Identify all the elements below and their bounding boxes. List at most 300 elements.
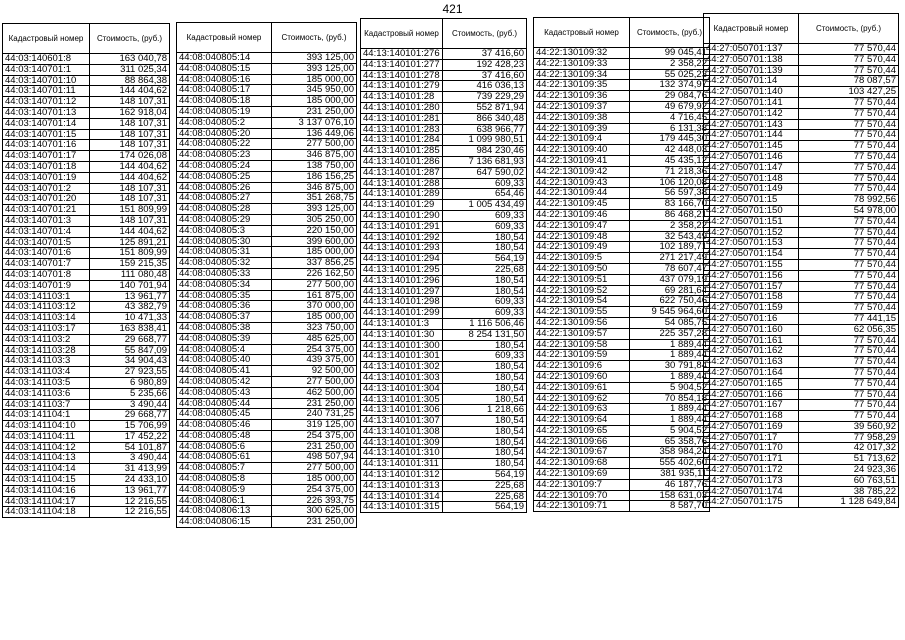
table-row	[177, 517, 357, 528]
table-row	[3, 442, 170, 453]
cadastral-number-cell: 44:03:140701:21	[3, 205, 90, 216]
cost-cell: 77 570,44	[799, 378, 899, 389]
cost-cell: 254 375,00	[272, 484, 357, 495]
cadastral-number-cell: 44:27:050701:167	[704, 400, 799, 411]
cadastral-number-cell: 44:03:140701:11	[3, 86, 90, 97]
cost-cell: 77 570,44	[799, 303, 899, 314]
cost-cell: 185 000,00	[272, 74, 357, 85]
table-row	[3, 140, 170, 151]
header-cost: Стоимость, (руб.)	[443, 19, 527, 49]
cost-cell: 277 500,00	[272, 279, 357, 290]
cadastral-number-cell: 44:27:050701:170	[704, 443, 799, 454]
cost-cell: 358 984,24	[630, 447, 710, 458]
table-row	[361, 437, 527, 448]
table-row	[3, 399, 170, 410]
header-cost: Стоимость, (руб.)	[272, 23, 357, 53]
cadastral-number-cell: 44:03:140701:9	[3, 280, 90, 291]
cost-cell: 15 706,99	[90, 421, 170, 432]
table-row	[177, 160, 357, 171]
cadastre-table-2	[176, 22, 357, 528]
cost-cell: 3 137 076,10	[272, 117, 357, 128]
cadastral-number-cell: 44:08:040805:4	[177, 344, 272, 355]
cadastral-number-cell: 44:03:140701:1	[3, 64, 90, 75]
table-row	[534, 145, 710, 156]
cost-cell: 399 600,00	[272, 236, 357, 247]
table-row	[534, 458, 710, 469]
table-row	[361, 232, 527, 243]
cost-cell: 78 087,57	[799, 76, 899, 87]
table-row	[177, 420, 357, 431]
cost-cell: 180,54	[443, 340, 527, 351]
table-header-row	[361, 19, 527, 49]
cadastral-number-cell: 44:13:140101:278	[361, 70, 443, 81]
cost-cell: 106 120,08	[630, 177, 710, 188]
table-row	[704, 313, 899, 324]
table-row	[361, 426, 527, 437]
cost-cell: 3 490,44	[90, 453, 170, 464]
table-row	[534, 253, 710, 264]
cost-cell: 7 136 681,93	[443, 156, 527, 167]
cadastral-number-cell: 44:13:140101:304	[361, 383, 443, 394]
table-row	[361, 351, 527, 362]
table-row	[361, 189, 527, 200]
cost-cell: 5 904,52	[630, 382, 710, 393]
cadastral-number-cell: 44:08:040805:28	[177, 204, 272, 215]
cost-cell: 103 427,25	[799, 87, 899, 98]
cadastral-number-cell: 44:27:050701:156	[704, 270, 799, 281]
cost-cell: 148 107,31	[90, 215, 170, 226]
table-row	[177, 204, 357, 215]
cost-cell: 77 570,44	[799, 411, 899, 422]
table-row	[534, 436, 710, 447]
table-row	[3, 226, 170, 237]
cost-cell: 62 056,35	[799, 324, 899, 335]
cadastral-number-cell: 44:22:130109:41	[534, 155, 630, 166]
cost-cell: 77 570,44	[799, 281, 899, 292]
cost-cell: 77 570,44	[799, 216, 899, 227]
cost-cell: 78 992,56	[799, 195, 899, 206]
cadastral-number-cell: 44:03:140701:8	[3, 269, 90, 280]
cadastral-number-cell: 44:13:140101:306	[361, 405, 443, 416]
cost-cell: 254 375,00	[272, 344, 357, 355]
cadastral-number-cell: 44:08:040805:45	[177, 409, 272, 420]
table-row	[177, 128, 357, 139]
table-row	[177, 247, 357, 258]
cost-cell: 77 570,44	[799, 65, 899, 76]
cost-cell: 77 570,44	[799, 97, 899, 108]
table-row	[361, 81, 527, 92]
cadastral-number-cell: 44:08:040805:29	[177, 214, 272, 225]
cadastral-number-cell: 44:03:140701:4	[3, 226, 90, 237]
cadastral-number-cell: 44:27:050701:158	[704, 292, 799, 303]
cadastral-number-cell: 44:13:140101:277	[361, 59, 443, 70]
table-row	[704, 454, 899, 465]
cadastral-number-cell: 44:03:140701:5	[3, 237, 90, 248]
cost-cell: 77 570,44	[799, 54, 899, 65]
cadastral-number-cell: 44:08:040805:26	[177, 182, 272, 193]
cadastral-number-cell: 44:13:140101:3	[361, 318, 443, 329]
cost-cell: 564,19	[443, 502, 527, 513]
table-row	[704, 443, 899, 454]
cost-cell: 77 570,44	[799, 162, 899, 173]
table-row	[704, 357, 899, 368]
cadastral-number-cell: 44:08:040805:35	[177, 290, 272, 301]
table-row	[704, 65, 899, 76]
cost-cell: 162 918,04	[90, 107, 170, 118]
cost-cell: 3 490,44	[90, 399, 170, 410]
cadastral-number-cell: 44:27:050701:159	[704, 303, 799, 314]
cadastral-number-cell: 44:13:140101:298	[361, 297, 443, 308]
cadastral-number-cell: 44:27:050701:148	[704, 173, 799, 184]
table-row	[704, 87, 899, 98]
table-row	[704, 173, 899, 184]
table-row	[704, 216, 899, 227]
cadastral-number-cell: 44:13:140101:311	[361, 459, 443, 470]
table-row	[3, 496, 170, 507]
cadastral-number-cell: 44:22:130109:56	[534, 317, 630, 328]
table-row	[177, 74, 357, 85]
cadastral-number-cell: 44:08:040805:2	[177, 117, 272, 128]
cost-cell: 9 545 964,60	[630, 307, 710, 318]
cost-cell: 180,54	[443, 437, 527, 448]
cadastral-number-cell: 44:22:130109:6	[534, 361, 630, 372]
cadastral-number-cell: 44:27:050701:144	[704, 130, 799, 141]
cost-cell: 2 358,22	[630, 220, 710, 231]
table-row	[534, 501, 710, 512]
table-row	[177, 495, 357, 506]
table-row	[3, 377, 170, 388]
cadastral-number-cell: 44:13:140101:312	[361, 470, 443, 481]
cost-cell: 439 375,00	[272, 355, 357, 366]
table-row	[177, 117, 357, 128]
cadastral-number-cell: 44:08:040806:13	[177, 506, 272, 517]
cost-cell: 71 218,36	[630, 166, 710, 177]
cost-cell: 609,33	[443, 297, 527, 308]
table-row	[704, 184, 899, 195]
table-row	[361, 308, 527, 319]
cost-cell: 13 961,77	[90, 291, 170, 302]
cost-cell: 27 923,55	[90, 367, 170, 378]
table-row	[3, 151, 170, 162]
cost-cell: 393 125,00	[272, 63, 357, 74]
cadastral-number-cell: 44:22:130109:5	[534, 253, 630, 264]
cost-cell: 485 625,00	[272, 333, 357, 344]
cost-cell: 29 084,76	[630, 91, 710, 102]
cost-cell: 277 500,00	[272, 463, 357, 474]
cost-cell: 43 382,79	[90, 302, 170, 313]
cadastral-number-cell: 44:13:140101:313	[361, 480, 443, 491]
cost-cell: 148 107,31	[90, 129, 170, 140]
cost-cell: 231 250,00	[272, 398, 357, 409]
cadastre-table-5	[703, 13, 899, 508]
table-row	[361, 178, 527, 189]
cost-cell: 393 125,00	[272, 53, 357, 64]
cost-cell: 416 036,13	[443, 81, 527, 92]
table-row	[704, 497, 899, 508]
table-row	[534, 274, 710, 285]
table-row	[704, 227, 899, 238]
cadastral-number-cell: 44:08:040806:15	[177, 517, 272, 528]
cost-cell: 148 107,31	[90, 140, 170, 151]
cost-cell: 77 570,44	[799, 335, 899, 346]
table-row	[177, 279, 357, 290]
cost-cell: 77 441,15	[799, 313, 899, 324]
table-row	[534, 415, 710, 426]
cadastral-number-cell: 44:27:050701:173	[704, 475, 799, 486]
cadastral-number-cell: 44:27:050701:140	[704, 87, 799, 98]
cadastral-number-cell: 44:03:141104:15	[3, 475, 90, 486]
table-row	[361, 102, 527, 113]
table-row	[177, 463, 357, 474]
cadastral-number-cell: 44:22:130109:42	[534, 166, 630, 177]
cadastral-number-cell: 44:22:130109:46	[534, 209, 630, 220]
cadastral-number-cell: 44:27:050701:161	[704, 335, 799, 346]
cost-cell: 564,19	[443, 470, 527, 481]
table-row	[534, 263, 710, 274]
cost-cell: 77 570,44	[799, 151, 899, 162]
cost-cell: 24 433,10	[90, 475, 170, 486]
cadastral-number-cell: 44:08:040805:34	[177, 279, 272, 290]
cost-cell: 180,54	[443, 394, 527, 405]
table-row	[177, 441, 357, 452]
cadastral-number-cell: 44:22:130109:43	[534, 177, 630, 188]
table-row	[704, 259, 899, 270]
cost-cell: 144 404,62	[90, 86, 170, 97]
cadastral-number-cell: 44:03:141103:7	[3, 399, 90, 410]
table-row	[534, 177, 710, 188]
cost-cell: 78 607,47	[630, 263, 710, 274]
cost-cell: 29 668,77	[90, 410, 170, 421]
cost-cell: 231 250,00	[272, 517, 357, 528]
table-row	[704, 151, 899, 162]
cadastral-number-cell: 44:03:141104:1	[3, 410, 90, 421]
cadastral-number-cell: 44:22:130109:55	[534, 307, 630, 318]
table-row	[704, 465, 899, 476]
cost-cell: 622 750,46	[630, 296, 710, 307]
cost-cell: 254 375,00	[272, 430, 357, 441]
table-row	[704, 486, 899, 497]
cadastral-number-cell: 44:22:130109:38	[534, 112, 630, 123]
table-row	[3, 269, 170, 280]
cost-cell: 161 875,00	[272, 290, 357, 301]
cadastral-number-cell: 44:13:140101:297	[361, 286, 443, 297]
cost-cell: 1 005 434,49	[443, 200, 527, 211]
cost-cell: 180,54	[443, 372, 527, 383]
cost-cell: 151 809,99	[90, 205, 170, 216]
cadastral-number-cell: 44:03:140701:20	[3, 194, 90, 205]
header-cadastral-number: Кадастровый номер	[361, 19, 443, 49]
table-row	[3, 323, 170, 334]
table-row	[704, 76, 899, 87]
table-row	[361, 49, 527, 60]
cost-cell: 163 040,78	[90, 54, 170, 65]
cost-cell: 34 904,43	[90, 356, 170, 367]
table-row	[3, 248, 170, 259]
cost-cell: 739 229,29	[443, 92, 527, 103]
header-cost: Стоимость, (руб.)	[630, 18, 710, 48]
cadastral-number-cell: 44:27:050701:162	[704, 346, 799, 357]
cost-cell: 55 025,23	[630, 69, 710, 80]
table-row	[3, 388, 170, 399]
cost-cell: 148 107,31	[90, 118, 170, 129]
cost-cell: 225 357,28	[630, 328, 710, 339]
table-row	[177, 484, 357, 495]
table-row	[704, 162, 899, 173]
cadastral-number-cell: 44:27:050701:169	[704, 421, 799, 432]
cost-cell: 77 570,44	[799, 400, 899, 411]
cadastral-number-cell: 44:08:040805:39	[177, 333, 272, 344]
table-row	[704, 421, 899, 432]
cost-cell: 4 716,45	[630, 112, 710, 123]
table-row	[361, 243, 527, 254]
cost-cell: 185 000,00	[272, 96, 357, 107]
cost-cell: 77 570,44	[799, 44, 899, 55]
cadastral-number-cell: 44:22:130109:61	[534, 382, 630, 393]
cost-cell: 346 875,00	[272, 182, 357, 193]
cadastral-number-cell: 44:13:140101:307	[361, 416, 443, 427]
cadastral-number-cell: 44:08:040805:40	[177, 355, 272, 366]
cost-cell: 77 570,44	[799, 130, 899, 141]
cost-cell: 55 847,09	[90, 345, 170, 356]
cost-cell: 138 750,00	[272, 160, 357, 171]
table-row	[704, 335, 899, 346]
cadastral-number-cell: 44:13:140101:299	[361, 308, 443, 319]
table-row	[177, 409, 357, 420]
cadastral-number-cell: 44:03:140701:19	[3, 172, 90, 183]
table-row	[3, 475, 170, 486]
table-row	[177, 63, 357, 74]
cadastral-number-cell: 44:22:130109:35	[534, 80, 630, 91]
table-row	[177, 387, 357, 398]
table-row	[361, 340, 527, 351]
cadastral-number-cell: 44:22:130109:36	[534, 91, 630, 102]
cadastral-number-cell: 44:27:050701:172	[704, 465, 799, 476]
table-row	[534, 91, 710, 102]
cadastral-number-cell: 44:22:130109:45	[534, 199, 630, 210]
table-row	[177, 193, 357, 204]
table-row	[704, 97, 899, 108]
cadastral-number-cell: 44:08:040805:42	[177, 376, 272, 387]
table-row	[361, 275, 527, 286]
cost-cell: 140 701,94	[90, 280, 170, 291]
table-row	[177, 53, 357, 64]
cadastral-number-cell: 44:08:040805:32	[177, 258, 272, 269]
table-row	[3, 356, 170, 367]
table-row	[177, 150, 357, 161]
table-header-row	[177, 23, 357, 53]
cadastral-number-cell: 44:13:140101:287	[361, 167, 443, 178]
cadastral-number-cell: 44:13:140101:288	[361, 178, 443, 189]
cadastral-number-cell: 44:08:040805:19	[177, 106, 272, 117]
table-row	[534, 404, 710, 415]
cadastre-table-1	[2, 23, 170, 518]
table-row	[177, 236, 357, 247]
cadastral-number-cell: 44:27:050701:143	[704, 119, 799, 130]
cost-cell: 5 235,66	[90, 388, 170, 399]
cadastral-number-cell: 44:03:141103:1	[3, 291, 90, 302]
table-row	[704, 281, 899, 292]
cost-cell: 51 713,62	[799, 454, 899, 465]
table-row	[704, 130, 899, 141]
table-row	[704, 367, 899, 378]
cost-cell: 345 950,00	[272, 85, 357, 96]
cost-cell: 564,19	[443, 254, 527, 265]
cost-cell: 300 625,00	[272, 506, 357, 517]
table-row	[177, 355, 357, 366]
header-cadastral-number: Кадастровый номер	[704, 14, 799, 44]
table-row	[177, 85, 357, 96]
table-row	[361, 416, 527, 427]
table-row	[704, 400, 899, 411]
cost-cell: 136 449,06	[272, 128, 357, 139]
cadastral-number-cell: 44:13:140101:314	[361, 491, 443, 502]
table-row	[704, 270, 899, 281]
cadastral-number-cell: 44:13:140101:315	[361, 502, 443, 513]
cost-cell: 45 435,12	[630, 155, 710, 166]
cost-cell: 70 854,18	[630, 393, 710, 404]
cadastral-number-cell: 44:13:140101:300	[361, 340, 443, 351]
table-row	[361, 383, 527, 394]
cadastral-number-cell: 44:08:040805:17	[177, 85, 272, 96]
table-row	[361, 394, 527, 405]
cadastral-number-cell: 44:08:040805:43	[177, 387, 272, 398]
cadastral-number-cell: 44:22:130109:50	[534, 263, 630, 274]
cadastral-number-cell: 44:08:040805:36	[177, 301, 272, 312]
table-row	[534, 48, 710, 59]
table-row	[361, 329, 527, 340]
table-row	[534, 112, 710, 123]
table-row	[704, 292, 899, 303]
cadastral-number-cell: 44:08:040805:16	[177, 74, 272, 85]
cadastral-number-cell: 44:22:130109:68	[534, 458, 630, 469]
cadastral-number-cell: 44:22:130109:48	[534, 231, 630, 242]
cadastral-number-cell: 44:22:130109:49	[534, 242, 630, 253]
cadastral-number-cell: 44:03:141104:12	[3, 442, 90, 453]
table-row	[534, 393, 710, 404]
page-number: 421	[442, 2, 463, 16]
cadastral-number-cell: 44:22:130109:54	[534, 296, 630, 307]
cadastral-number-cell: 44:08:040805:41	[177, 366, 272, 377]
cadastral-number-cell: 44:22:130109:34	[534, 69, 630, 80]
table-row	[704, 249, 899, 260]
cadastral-number-cell: 44:13:140101:310	[361, 448, 443, 459]
cost-cell: 498 507,94	[272, 452, 357, 463]
cost-cell: 552 871,94	[443, 102, 527, 113]
cadastral-number-cell: 44:27:050701:138	[704, 54, 799, 65]
header-cost: Стоимость, (руб.)	[799, 14, 899, 44]
cost-cell: 42 017,32	[799, 443, 899, 454]
cadastral-number-cell: 44:27:050701:150	[704, 205, 799, 216]
table-row	[704, 389, 899, 400]
cadastral-number-cell: 44:22:130109:65	[534, 425, 630, 436]
cost-cell: 77 570,44	[799, 227, 899, 238]
table-row	[534, 371, 710, 382]
cadastral-number-cell: 44:27:050701:17	[704, 432, 799, 443]
table-row	[534, 209, 710, 220]
cost-cell: 77 570,44	[799, 270, 899, 281]
table-row	[361, 491, 527, 502]
table-row	[177, 333, 357, 344]
table-row	[534, 199, 710, 210]
cost-cell: 151 809,99	[90, 248, 170, 259]
cost-cell: 984 230,46	[443, 146, 527, 157]
cost-cell: 179 445,30	[630, 134, 710, 145]
table-row	[177, 106, 357, 117]
cadastral-number-cell: 44:22:130109:60	[534, 371, 630, 382]
cost-cell: 69 281,64	[630, 285, 710, 296]
table-header-row	[534, 18, 710, 48]
cadastral-number-cell: 44:13:140101:308	[361, 426, 443, 437]
